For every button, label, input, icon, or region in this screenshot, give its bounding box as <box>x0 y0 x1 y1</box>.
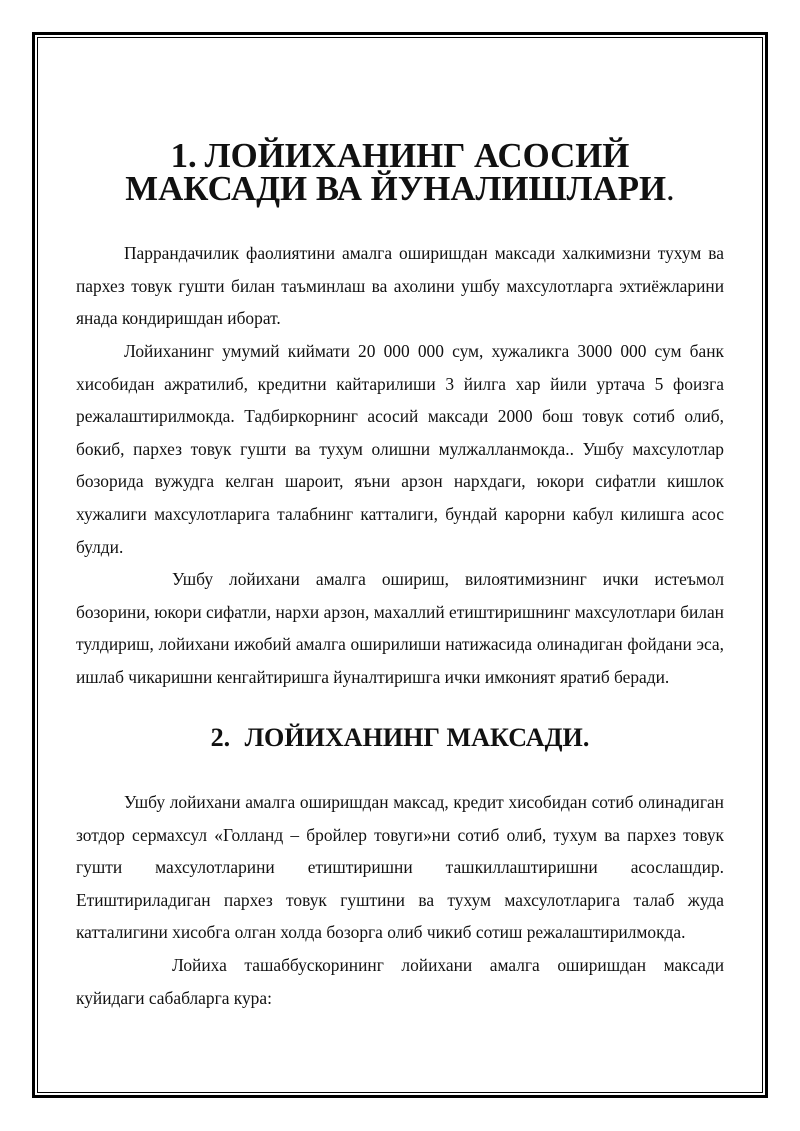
section-1-paragraph: Паррандачилик фаолиятини амалга оширишдан максади халкимизни тухум ва пархез товук гушти билан таъминлаш ва ахолини ушбу махсулотларга эхтиёжларини янада кондиришдан иборат. <box>76 243 724 329</box>
section-1-heading <box>76 136 724 208</box>
section-1-number: 1. <box>170 136 197 175</box>
section-2-title: ЛОЙИХАНИНГ МАКСАДИ. <box>244 722 590 752</box>
section-2-paragraph: Ушбу лойихани амалга оширишдан максад, кредит хисобидан сотиб олинадиган зотдор сермахсул «Голланд – бройлер товуги»ни сотиб олиб, тухум ва пархез товук гушти махсулотларини етиштиришни ташкиллаштиришни асослашдир. Етиштириладиган пархез товук гуштини ва тухум махсулотларига талаб жуда катталигини хисобга олган холда бозорга олиб чикиб сотиш режалаштирилмокда. <box>76 792 724 943</box>
section-1-paragraph: Ушбу лойихани амалга ошириш, вилоятимизнинг ички истеъмол бозорини, юкори сифатли, нархи арзон, махаллий етиштиришнинг махсулотлари билан тулдириш, лойихани ижобий амалга оширилиши натижасида олинадиган фойдани эса, ишлаб чикаришни кенгайтиришга йуналтиришга ички имконият яратиб беради. <box>76 569 724 687</box>
section-1-paragraph: Лойиханинг умумий киймати 20 000 000 сум, хужаликга 3000 000 сум банк хисобидан ажратилиб, кредитни кайтарилиши 3 йилга хар йили уртача 5 фоизга режалаштирилмокда. Тадбиркорнинг асосий максади 2000 бош товук сотиб олиб, бокиб, пархез товук гушти ва тухум олишни мулжалланмокда.. Ушбу махсулотлар бозорида вужудга келган шароит, яъни арзон нархдаги, юкори сифатли кишлок хужалиги махсулотларига талабнинг катталиги, бундай карорни кабул килишга асос булди. <box>76 340 724 557</box>
section-2-paragraph: Лойиха ташаббускорининг лойихани амалга оширишдан максади куйидаги сабабларга кура: <box>76 955 724 1008</box>
section-1-title-tail: . <box>666 168 675 208</box>
section-2-number: 2. <box>210 722 231 752</box>
section-1-title: ЛОЙИХАНИНГ АСОСИЙ МАКСАДИ ВА ЙУНАЛИШЛАРИ <box>125 136 667 208</box>
section-2-heading <box>76 722 724 755</box>
document-body <box>76 136 724 1014</box>
